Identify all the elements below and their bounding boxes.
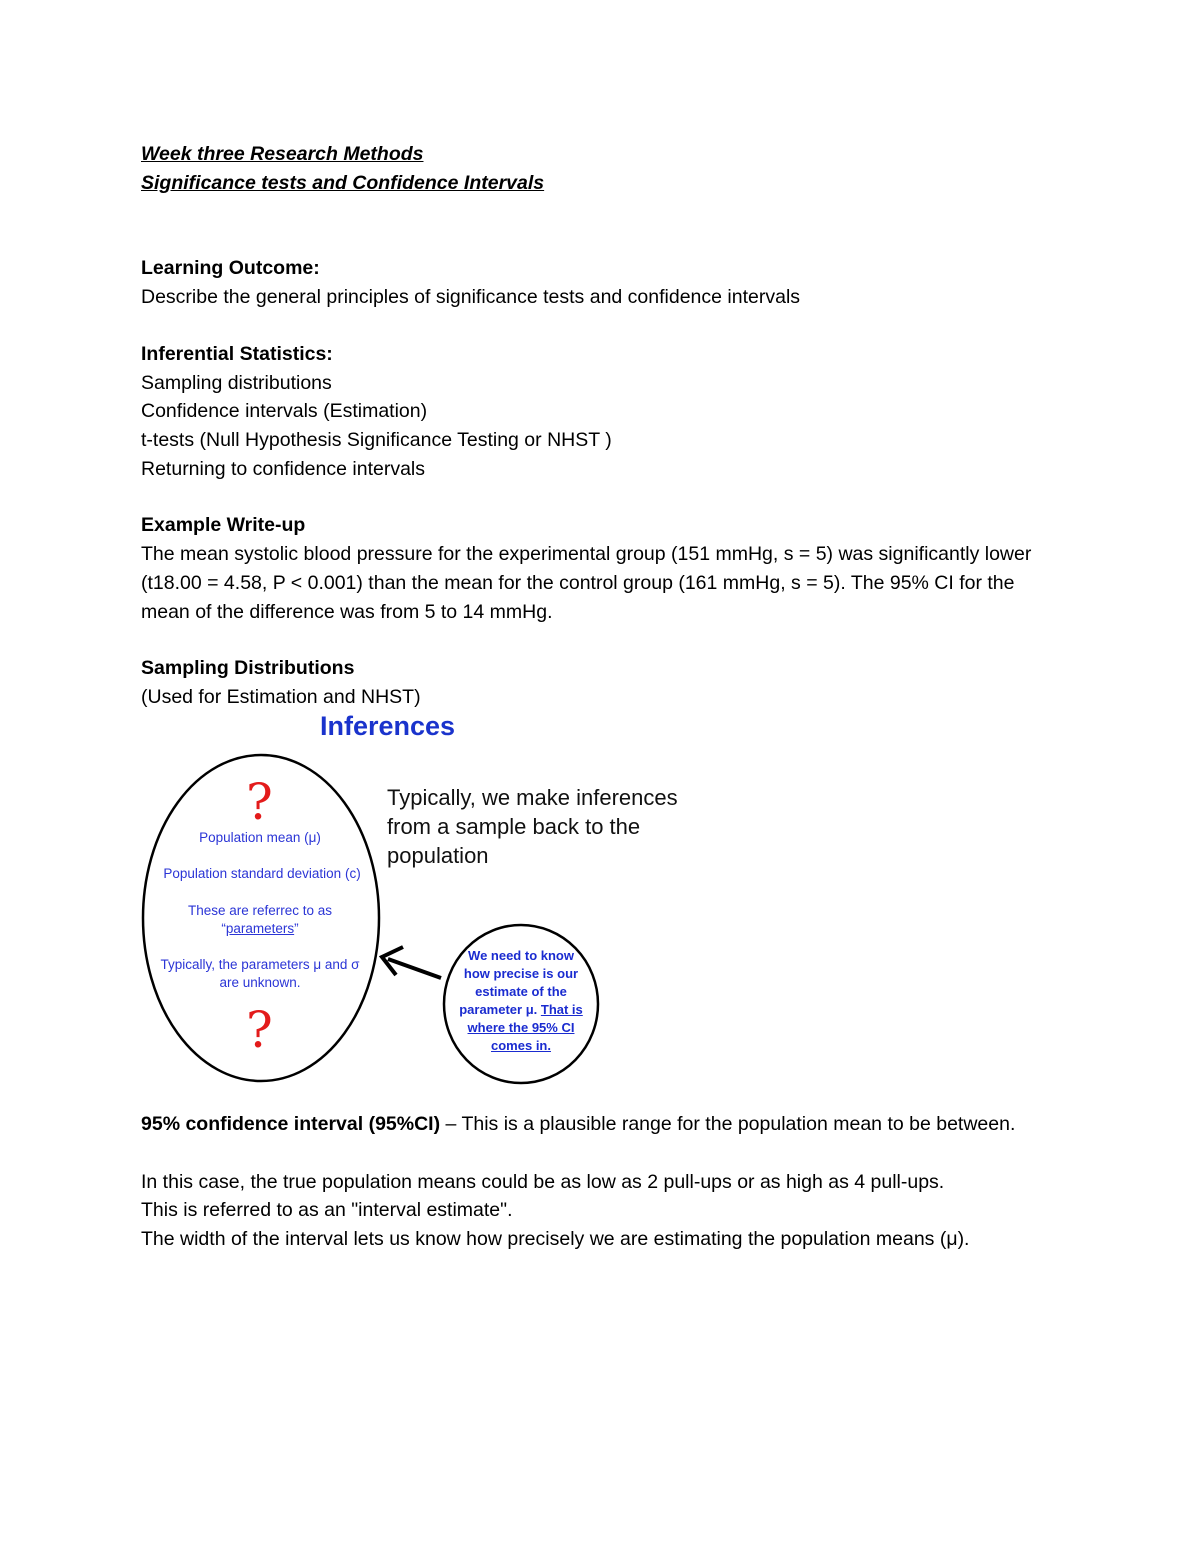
ci-paragraph	[141, 1110, 1056, 1139]
document-subtitle: Significance tests and Confidence Intervals	[141, 172, 545, 194]
oval-unknown-line1: Typically, the parameters μ and σ	[160, 957, 360, 972]
inferential-item: t-tests (Null Hypothesis Significance Testing or NHST )	[141, 429, 612, 451]
circle-line5: where the 95% CI	[467, 1020, 575, 1035]
figure-title: Inferences	[320, 711, 456, 741]
circle-line3: estimate of the	[475, 984, 567, 999]
ci-line3: This is referred to as an "interval estimate".	[141, 1199, 513, 1221]
parameters-link: parameters	[225, 921, 295, 936]
figure-shapes	[130, 705, 690, 1095]
circle-line4a: parameter μ.	[459, 1002, 541, 1017]
oval-population-mean: Population mean (μ)	[199, 830, 321, 845]
circle-line4b: That is	[540, 1002, 583, 1017]
example-heading: Example Write-up	[141, 514, 306, 536]
sampling-subtext: (Used for Estimation and NHST)	[141, 686, 421, 708]
open-quote: “	[221, 921, 226, 936]
inferential-item: Confidence intervals (Estimation)	[141, 400, 428, 422]
ci-definition: – This is a plausible range for the population mean to be between.	[440, 1113, 1016, 1135]
question-mark-top: ?	[246, 773, 273, 831]
oval-parameters-line1: These are referrec to as	[187, 903, 333, 918]
oval-unknown-line2: are unknown.	[219, 975, 301, 990]
learning-outcome-heading: Learning Outcome:	[141, 257, 320, 279]
document-title: Week three Research Methods	[141, 143, 424, 165]
inferences-figure	[130, 705, 690, 1095]
circle-line4	[446, 1001, 596, 1019]
ci-line4: The width of the interval lets us know how precisely we are estimating the population means (μ).	[141, 1228, 970, 1250]
oval-parameters-line2	[150, 920, 370, 938]
figure-caption: Typically, we make inferences from a sample back to the population	[387, 785, 678, 868]
inferential-item: Returning to confidence intervals	[141, 458, 425, 480]
learning-outcome-text: Describe the general principles of significance tests and confidence intervals	[141, 286, 801, 308]
oval-population-sd: Population standard deviation (c)	[163, 866, 361, 881]
circle-line1: We need to know	[468, 948, 574, 963]
circle-line2: how precise is our	[463, 966, 579, 981]
close-quote: ”	[294, 921, 299, 936]
inferential-heading: Inferential Statistics:	[141, 343, 333, 365]
inferential-item: Sampling distributions	[141, 372, 332, 394]
circle-line6: comes in.	[491, 1038, 551, 1053]
sampling-heading: Sampling Distributions	[141, 657, 355, 679]
arrow-shaft	[388, 959, 441, 978]
example-text: The mean systolic blood pressure for the experimental group (151 mmHg, s = 5) was significantly lower (t18.00 = 4.58, P < 0.001) than the mean for the control group (161 mmHg, s = 5). The 95% CI for the mean of the difference was from 5 to 14 mmHg.	[141, 543, 1032, 623]
ci-label: 95% confidence interval (95%CI)	[141, 1113, 441, 1135]
question-mark-bottom: ?	[246, 1001, 273, 1059]
ci-line2: In this case, the true population means could be as low as 2 pull-ups or as high as 4 pull-ups.	[141, 1171, 945, 1193]
